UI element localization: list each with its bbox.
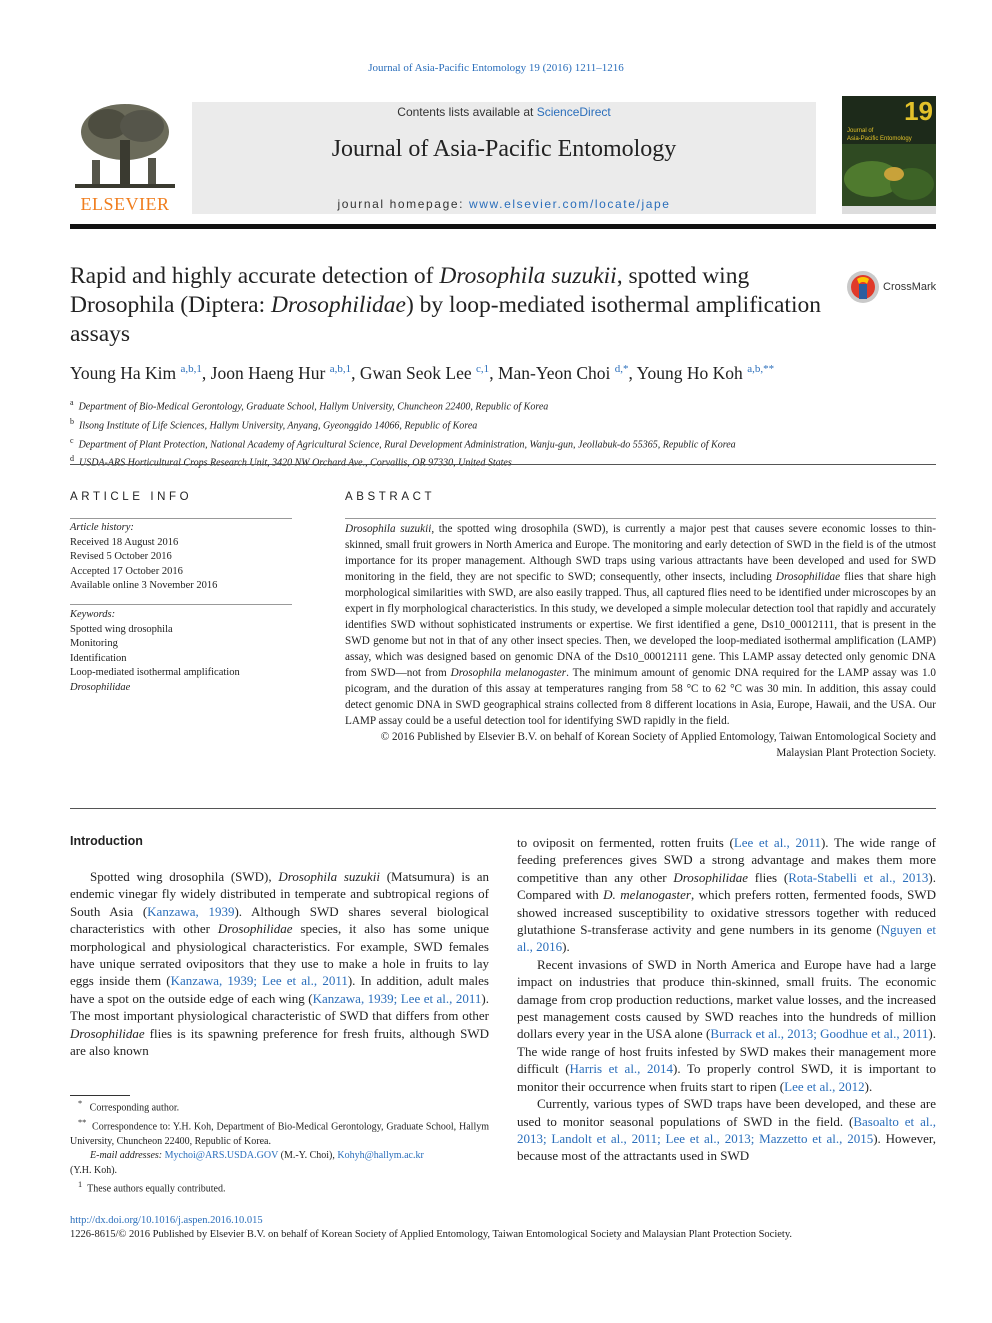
keyword: Identification [70, 652, 127, 664]
article-history [70, 521, 292, 594]
reference-link[interactable]: Lee et al., 2012 [784, 1078, 865, 1094]
affiliations [70, 396, 930, 471]
article-title: Rapid and highly accurate detection of Drosophila suzukii, spotted wing Drosophila (Diptera: Drosophilidae) by loop-mediated isothermal amplification assays [70, 263, 821, 347]
footnote-corresponding: * Corresponding author. [78, 1099, 180, 1114]
intro-right-column [517, 834, 936, 1165]
keywords-rule [70, 604, 292, 605]
abstract-copyright: © 2016 Published by Elsevier B.V. on behalf of Korean Society of Applied Entomology, Taiwan Entomological Society and Malaysian Plant Protection Society. [380, 731, 936, 759]
reference-link[interactable]: Kanzawa, 1939; Lee et al., 2011 [312, 990, 482, 1006]
author[interactable]: Gwan Seok Lee $^{c,1}$ [359, 363, 490, 383]
footnote-correspondence: ** Correspondence to: Y.H. Koh, Department of Bio-Medical Gerontology, Graduate School, Hallym University, Chuncheon 22400, Republic of Korea. [70, 1117, 490, 1147]
elsevier-tree-icon [70, 100, 180, 195]
header-rule [70, 224, 936, 229]
keywords [70, 608, 292, 695]
footnotes [70, 1097, 489, 1197]
contents-prefix: Contents lists available at [397, 105, 537, 119]
reference-link[interactable]: Rota-Stabelli et al., 2013 [788, 869, 929, 885]
reference-link[interactable]: Nguyen et al., 2016 [517, 922, 936, 955]
journal-title: Journal of Asia-Pacific Entomology [331, 136, 677, 162]
author[interactable]: Man-Yeon Choi $^{d,*}$ [497, 363, 629, 383]
journal-homepage [192, 197, 816, 211]
intro-left-column [70, 868, 489, 1059]
affiliation: $^a$ Department of Bio-Medical Gerontology, Graduate School, Hallym University, Chuncheon 22400, Republic of Korea [70, 398, 549, 413]
doi-link[interactable]: http://dx.doi.org/10.1016/j.aspen.2016.10.015 [70, 1215, 263, 1226]
author-list: Young Ha Kim $^{a,b,1}$, Joon Haeng Hur $^{a,b,1}$, Gwan Seok Lee $^{c,1}$, Man-Yeon Choi $^{d,*}$, Young Ho Koh $^{a,b,**}$ [70, 363, 775, 383]
sciencedirect-link[interactable]: ScienceDirect [536, 105, 611, 119]
contents-line [192, 105, 816, 119]
crossmark-icon [846, 270, 880, 304]
abstract-rule [345, 518, 936, 519]
intro-paragraph: Currently, various types of SWD traps have been developed, and these are used to monitor seasonal populations of SWD in the field. (Basoalto et al., 2013; Landolt et al., 2011; Lee et al., 2013; Mazzetto et al., 2015). However, because most of the attractants used in SWD [517, 1096, 936, 1164]
reference-link[interactable]: Kanzawa, 1939 [147, 903, 235, 919]
affiliation: $^b$ Ilsong Institute of Life Sciences, Hallym University, Anyang, Gyeonggido 14066, Republic of Korea [70, 416, 478, 432]
email-link[interactable]: Kohyh@hallym.ac.kr [337, 1150, 424, 1162]
abstract-bottom-rule [70, 808, 936, 809]
homepage-prefix: journal homepage: [337, 197, 469, 211]
history-item: Revised 5 October 2016 [70, 551, 172, 562]
keyword: Drosophilidae [70, 681, 131, 693]
reference-link[interactable]: Burrack et al., 2013; Goodhue et al., 2011 [710, 1026, 929, 1042]
author[interactable]: Joon Haeng Hur $^{a,b,1}$ [210, 363, 352, 383]
elsevier-logo [70, 100, 180, 215]
cover-line1: Journal of [847, 128, 874, 134]
footnote-equal: $^1$ These authors equally contributed. [78, 1180, 226, 1195]
introduction-heading: Introduction [70, 834, 143, 848]
footnote-email-owner: (Y.H. Koh). [70, 1164, 118, 1176]
issn-line: 1226-8615/© 2016 Published by Elsevier B.V. on behalf of Korean Society of Applied Entomology, Taiwan Entomological Society and Malaysian Plant Protection Society. [70, 1229, 793, 1240]
affiliation: d [70, 454, 74, 464]
cover-image [842, 144, 936, 214]
intro-paragraph: to oviposit on fermented, rotten fruits (Lee et al., 2011). The wide range of feeding preferences gives SWD a strong advantage and makes them more competitive than any other Drosophilidae flies (Rota-Stabelli et al., 2013). Compared with D. melanogaster, which prefers rotten, fermented foods, SWD showed increased susceptibility to oxidative stressors together with reduced glutathione S-transferase activity and gene numbers in its genome (Nguyen et al., 2016). [517, 835, 937, 955]
footnote-rule [70, 1095, 130, 1096]
homepage-link[interactable]: www.elsevier.com/locate/jape [469, 197, 671, 211]
journal-banner [192, 102, 816, 214]
cover-line2: Asia-Pacific Entomology [847, 136, 912, 142]
article-info-heading: ARTICLE INFO [70, 491, 193, 503]
keywords-label: Keywords: [70, 609, 116, 620]
affiliation-rule [70, 464, 936, 465]
keyword: Monitoring [70, 638, 118, 649]
reference-link[interactable]: Basoalto et al., 2013; Landolt et al., 2011; Lee et al., 2013; Mazzetto et al., 2015 [517, 1113, 936, 1146]
history-item: Accepted 17 October 2016 [70, 565, 183, 577]
history-item: Received 18 August 2016 [70, 536, 179, 548]
article-info-rule [70, 518, 292, 519]
reference-link[interactable]: Kanzawa, 1939; Lee et al., 2011 [170, 973, 348, 989]
author[interactable]: Young Ho Koh $^{a,b,**}$ [636, 363, 775, 383]
history-label: Article history: [70, 522, 134, 533]
abstract-heading: ABSTRACT [345, 491, 436, 503]
intro-paragraph: Recent invasions of SWD in North America and Europe have had a large impact on industries that produce thin-skinned, small fruits. The economic damage from crop production reductions, market value losses, and the increased pest management costs caused by SWD reaches into the hundreds of million dollars every year in the USA alone (Burrack et al., 2013; Goodhue et al., 2011). The wide range of host fruits infested by SWD makes their management more difficult (Harris et al., 2014). To properly control SWD, it is important to monitor their occurrence when fruits start to ripen (Lee et al., 2012). [517, 956, 937, 1094]
reference-link[interactable]: Lee et al., 2011 [733, 835, 821, 850]
abstract-text: Drosophila suzukii, the spotted wing drosophila (SWD), is currently a major pest that causes severe economic losses to thin-skinned, small fruit growers in North America and Europe. The monitoring and early detection of SWD in the field is of the utmost importance for its proper management. Although SWD traps using various attractants have been developed and used for SWD monitoring in the field, they are not specific to SWD; consequently, other insects, including Drosophilidae flies that share high morphological similarities with SWD, are also easily trapped. Thus, all captured flies need to be identified under microscopes by an expert in fly morphological characteristics. In this study, we developed a simple molecular detection tool that rapidly and accurately identifies SWD without sophisticated instruments or expertise. We first identified a gene, Ds10_00012111, that is present in the SWD genome but not in that of any other insect species. Then, we developed the loop-mediated isothermal amplification (LAMP) assay, which was designed based on genomic DNA of the Ds10_00012111 gene. This LAMP assay detected only genomic DNA from SWD—not from Drosophila melanogaster. The minimum amount of genomic DNA required for the LAMP assay was 1.0 picogram, and the duration of this assay at temperatures ranging from 58 °C to 62 °C was 30 min. In addition, this assay could detect genomic DNA in SWD geographical strains collected from 8 different locations in Asia, Europe, Hawaii, and the USA. Our LAMP assay could be a useful detection tool for identifying SWD rapidly in the field. © 2016 Published by Elsevier B.V. on behalf of Korean Society of Applied Entomology, Taiwan Entomological Society and Malaysian Plant Protection Society. [345, 523, 937, 759]
history-item: Available online 3 November 2016 [70, 580, 218, 591]
publisher-name: ELSEVIER [80, 194, 170, 214]
journal-citation[interactable]: Journal of Asia-Pacific Entomology 19 (2016) 1211–1216 [368, 62, 624, 74]
keyword: Loop-mediated isothermal amplification [70, 667, 240, 678]
email-link[interactable]: Mychoi@ARS.USDA.GOV [164, 1150, 279, 1162]
crossmark-badge[interactable] [846, 270, 946, 306]
keyword: Spotted wing drosophila [70, 623, 173, 635]
journal-cover[interactable] [842, 96, 936, 214]
crossmark-label: CrossMark [883, 281, 937, 293]
footnote-emails: E-mail addresses: Mychoi@ARS.USDA.GOV (M.-Y. Choi), Kohyh@hallym.ac.kr [90, 1150, 424, 1162]
author[interactable]: Young Ha Kim $^{a,b,1}$ [70, 363, 202, 383]
reference-link[interactable]: Harris et al., 2014 [569, 1061, 674, 1077]
affiliation: $^c$ Department of Plant Protection, National Academy of Agricultural Science, Rural Development Administration, Wanju-gun, Jeollabuk-do 55365, Republic of Korea [70, 435, 736, 450]
cover-volume: 19 [904, 96, 933, 126]
intro-paragraph: Spotted wing drosophila (SWD), Drosophila suzukii (Matsumura) is an endemic vinegar fly widely distributed in temperate and subtropical regions of South Asia (Kanzawa, 1939). Although SWD shares several biological characteristics with other Drosophilidae species, it also has some unique morphological and physiological characteristics. For example, SWD females have unique serrated ovipositors that they use to make a hole in fruits to lay eggs inside them (Kanzawa, 1939; Lee et al., 2011). In addition, adult males have a spot on the outside edge of each wing (Kanzawa, 1939; Lee et al., 2011). The most important physiological characteristic of SWD that differs from other Drosophilidae flies is its spawning preference for fresh fruits, although SWD are also known [70, 869, 490, 1059]
